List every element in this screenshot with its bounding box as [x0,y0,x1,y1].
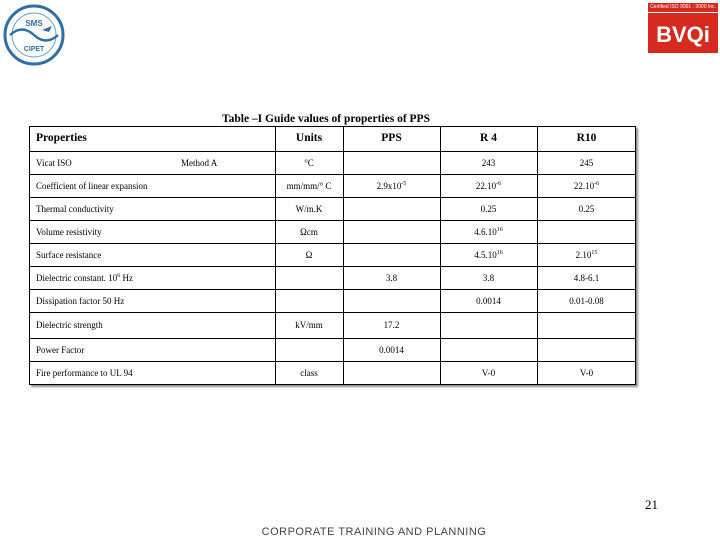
cell-r10: 245 [579,157,594,168]
header-units: Units [295,132,323,144]
logo-text-top: SMS [25,19,43,28]
header-r10: R10 [576,132,597,144]
cell-unit: mm/mm/° C [286,180,332,191]
cell-pps: 3.8 [385,272,398,283]
cell-r4: V-0 [481,368,496,378]
cell-unit: kV/mm [295,320,323,330]
cell-property: Power Factor [36,344,85,355]
header-properties: Properties [36,132,87,144]
cell-property: Dielectric strength [36,320,103,330]
table-row-divider [29,151,636,152]
cell-pps: 0.0014 [379,344,404,355]
cell-property: Coefficient of linear expansion [36,180,148,191]
cell-property: Vicat ISO [36,157,72,168]
cell-r10: $22.10^{-6}$ [573,180,600,191]
table-row-divider [29,126,636,127]
cell-r10: 0.01-0.08 [569,295,604,306]
footer-text: CORPORATE TRAINING AND PLANNING [261,526,487,538]
logo-text-bottom: CIPET [23,46,45,53]
cipet-logo [2,4,66,66]
table-row-divider [29,361,636,362]
cell-r4: $22.10^{-6}$ [475,180,502,191]
cell-r4: 4.5.10$^{16}$ [474,249,503,260]
cell-property: Volume resistivity [36,226,102,237]
cell-pps: $2.9x10^{-5}$ [376,180,407,191]
properties-table [29,126,636,385]
cell-r10: V-0 [579,368,594,378]
cell-r4: 0.25 [480,203,497,214]
cell-r10: 2.10$^{15}$ [575,249,598,260]
table-row-divider [29,197,636,198]
cell-property: Thermal conductivity [36,203,114,214]
cell-r4: 0.0014 [476,295,501,306]
cell-r4: 243 [481,157,496,168]
cell-unit: class [300,368,318,378]
cell-r10: 0.25 [578,203,595,214]
cell-property: Fire performance to UL 94 [36,368,133,378]
table-column-divider [275,126,276,385]
page-number: 21 [645,497,658,512]
bvqi-logo-text: BVQi [656,22,710,47]
cell-pps: 17.2 [383,320,400,330]
table-row-divider [29,312,636,313]
table-row-divider [29,384,636,385]
table-row-divider [29,220,636,221]
table-row-divider [29,289,636,290]
cell-property: Dielectric constant. $10^6$ Hz [36,272,133,283]
header-r4: R 4 [480,132,497,144]
cell-unit: W/m.K [295,203,323,214]
table-border [29,126,30,385]
cell-r4: 3.8 [482,272,495,283]
table-row-divider [29,174,636,175]
cell-unit: °C [304,157,314,168]
cell-r4: 4.6.10$^{16}$ [474,226,503,237]
table-column-divider [537,126,538,385]
table-row-divider [29,338,636,339]
table-column-divider [343,126,344,385]
table-row-divider [29,266,636,267]
table-title: Table –I Guide values of properties of PPS [222,113,430,125]
header-pps: PPS [381,132,402,144]
table-column-divider [440,126,441,385]
cell-property: Dissipation factor 50 Hz [36,295,125,306]
cell-unit: Ωcm [300,226,318,237]
cell-method: Method A [181,157,218,168]
table-row-divider [29,243,636,244]
table-border [635,126,636,385]
bvqi-logo [648,13,718,53]
cell-r10: 4.8-6.1 [573,272,600,283]
cell-unit: Ω [305,249,313,260]
certification-text: Certified ISO 9001 : 2000 Inc. [648,3,718,12]
cell-property: Surface resistance [36,249,102,260]
